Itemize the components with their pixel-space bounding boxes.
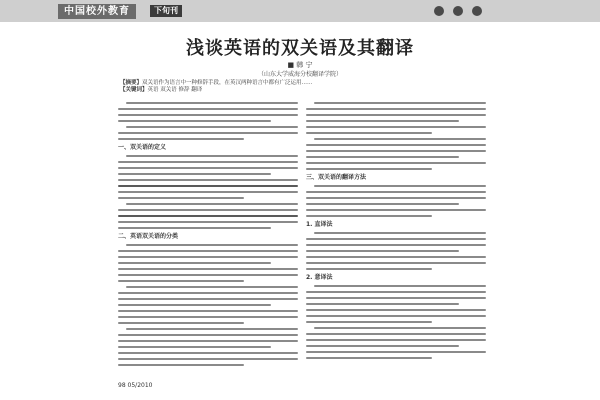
text-line — [306, 321, 432, 323]
section-heading: 1. 直译法 — [306, 221, 333, 228]
text-line — [118, 310, 298, 312]
text-line — [306, 203, 459, 205]
section-heading: 三、双关语的翻译方法 — [306, 174, 367, 181]
text-line — [306, 345, 459, 347]
text-line — [126, 286, 298, 288]
text-line — [118, 221, 298, 223]
journal-header-bar — [0, 0, 600, 22]
text-line — [306, 303, 459, 305]
keywords-label: 【关键词】 — [120, 87, 148, 93]
article-affiliation: （山东大学威海分校翻译学院） — [257, 71, 342, 78]
text-line — [118, 120, 271, 122]
text-line — [118, 227, 271, 229]
section-heading: 一、双关语的定义 — [118, 144, 167, 151]
text-line — [118, 364, 244, 366]
text-line — [118, 322, 244, 324]
text-line — [126, 244, 298, 246]
text-line — [118, 114, 298, 116]
decor-dot-icon — [472, 6, 482, 16]
text-line — [306, 256, 486, 258]
text-line — [306, 357, 432, 359]
text-line — [118, 215, 298, 217]
text-line — [118, 185, 298, 187]
text-line — [118, 316, 298, 318]
text-line — [118, 346, 271, 348]
text-line — [306, 262, 486, 264]
text-line — [118, 304, 271, 306]
text-line — [306, 215, 432, 217]
text-line — [306, 156, 459, 158]
text-line — [306, 339, 486, 341]
article-title: 浅谈英语的双关语及其翻译 — [186, 38, 414, 59]
keywords-text: 英语 双关语 修辞 翻译 — [147, 87, 203, 93]
article-author: ■ 韩 宁 — [287, 61, 313, 69]
abstract-label: 【摘要】 — [120, 80, 143, 86]
text-line — [118, 179, 298, 181]
abstract-block — [120, 80, 480, 94]
text-line — [306, 114, 486, 116]
text-line — [306, 297, 486, 299]
journal-subbrand: 下旬刊 — [150, 5, 182, 17]
text-line — [118, 274, 298, 276]
section-heading: 2. 意译法 — [306, 274, 333, 281]
text-line — [306, 268, 432, 270]
text-line — [118, 280, 244, 282]
text-line — [118, 191, 298, 193]
text-line — [306, 150, 486, 152]
text-line — [306, 162, 486, 164]
text-line — [118, 167, 298, 169]
text-line — [118, 132, 298, 134]
text-line — [118, 334, 298, 336]
text-line — [118, 358, 298, 360]
text-line — [118, 173, 271, 175]
text-line — [118, 262, 271, 264]
text-line — [306, 291, 486, 293]
journal-brand: 中国校外教育 — [58, 4, 136, 19]
text-line — [306, 144, 486, 146]
text-line — [126, 126, 298, 128]
text-line — [314, 102, 486, 104]
text-line — [306, 191, 486, 193]
text-line — [314, 285, 486, 287]
text-line — [306, 197, 486, 199]
text-line — [306, 315, 486, 317]
text-line — [306, 238, 486, 240]
text-line — [306, 120, 459, 122]
text-line — [118, 138, 244, 140]
text-line — [118, 108, 298, 110]
abstract-text: 双关语作为语言中一种修辞手段，在英汉两种语言中都有广泛运用…… — [142, 80, 313, 86]
header-decoration — [434, 6, 482, 16]
text-line — [118, 209, 298, 211]
section-heading: 二、英语双关语的分类 — [118, 233, 179, 240]
text-line — [118, 197, 244, 199]
decor-dot-icon — [434, 6, 444, 16]
text-line — [306, 244, 486, 246]
text-line — [126, 102, 298, 104]
text-line — [126, 203, 298, 205]
text-line — [118, 298, 298, 300]
text-line — [306, 250, 459, 252]
text-line — [306, 209, 486, 211]
text-line — [118, 250, 298, 252]
text-line — [314, 232, 486, 234]
text-line — [314, 327, 486, 329]
text-line — [126, 328, 298, 330]
text-line — [118, 352, 298, 354]
text-line — [306, 108, 486, 110]
body-column-left — [118, 102, 298, 372]
text-line — [314, 138, 486, 140]
text-line — [126, 155, 298, 157]
text-line — [306, 333, 486, 335]
text-line — [118, 340, 298, 342]
page-footer: 98 05/2010 — [118, 382, 153, 389]
text-line — [118, 256, 298, 258]
text-line — [118, 268, 298, 270]
text-line — [306, 351, 486, 353]
text-line — [306, 132, 432, 134]
abstract-line — [120, 80, 480, 87]
text-line — [118, 292, 298, 294]
text-line — [306, 168, 432, 170]
text-line — [314, 185, 486, 187]
text-line — [306, 309, 486, 311]
body-column-right — [306, 102, 486, 372]
text-line — [118, 161, 298, 163]
keywords-line — [120, 87, 480, 94]
decor-dot-icon — [453, 6, 463, 16]
text-line — [306, 126, 486, 128]
